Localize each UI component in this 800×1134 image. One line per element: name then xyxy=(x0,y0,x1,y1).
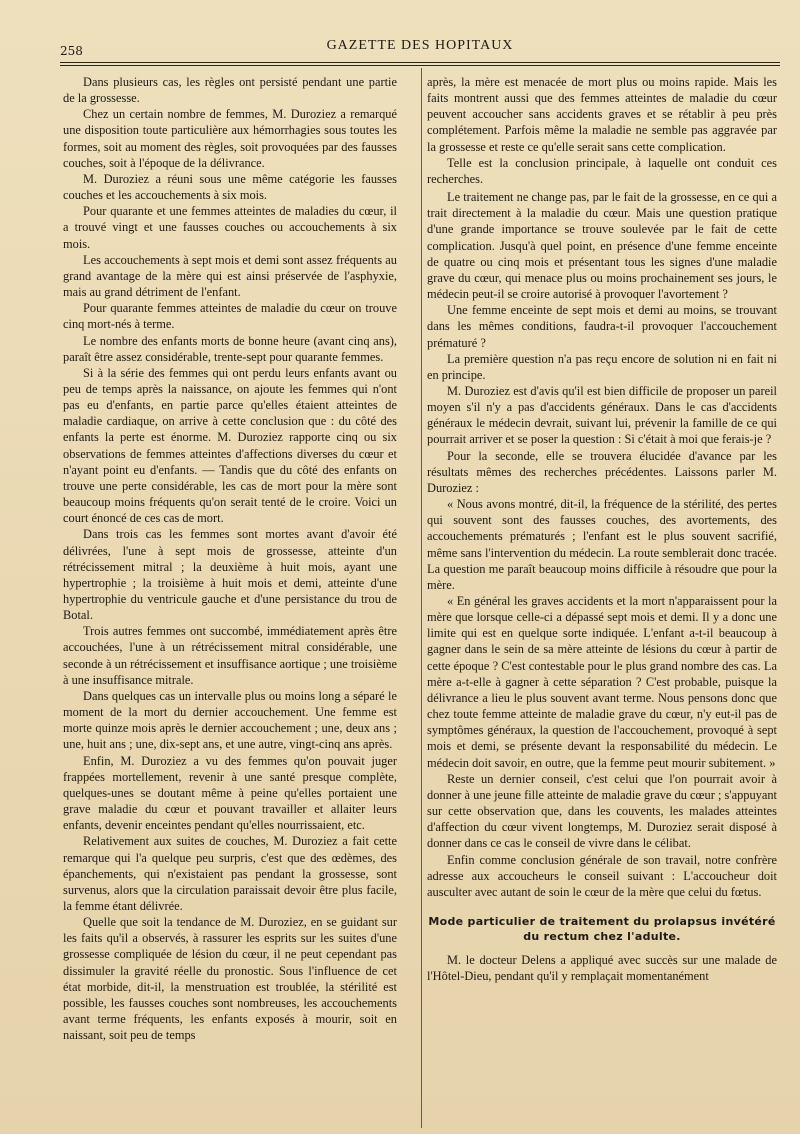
paragraph: Enfin, M. Duroziez a vu des femmes qu'on pouvait juger frappées mortellement, revenir à une santé presque complète, quelques-unes se doutant même à peine qu'elles portaient une grave maladie du cœur et pouvant travailler et allaiter leurs enfants, devenir enceintes pendant qu'elles nourrissaient, etc. xyxy=(63,753,397,833)
paragraph: Dans quelques cas un intervalle plus ou moins long a séparé le moment de la mort du dernier accouchement. Une femme est morte quinze mois après le dernier accouchement ; une, deux ans ; une, huit ans ; une, dix-sept ans, et une autre, vingt-cinq ans après. xyxy=(63,688,397,752)
paragraph: M. Duroziez a réuni sous une même catégorie les fausses couches et les accouchements à six mois. xyxy=(63,171,397,203)
paragraph: Relativement aux suites de couches, M. Duroziez a fait cette remarque qui l'a quelque peu surpris, c'est que des œdèmes, des épanchements, qui n'existaient pas pendant la grossesse, sont survenus, alors que la circulation paraissait devoir être plus facile, la femme étant délivrée. xyxy=(63,834,397,913)
section-heading-line-1: Mode particulier de traitement du prolapsus invétéré xyxy=(428,914,776,928)
paragraph: « Nous avons montré, dit-il, la fréquence de la stérilité, des pertes qui souvent sont des fausses couches, des avortements, des accouchements prématurés ; l'enfant est le plus souvent sacrifié, même sans l'intervention du médecin. La route semblerait donc tracée. La question me paraît beaucoup moins difficile à résoudre que pour la mère. xyxy=(427,497,777,592)
paragraph: M. Duroziez est d'avis qu'il est bien difficile de proposer un pareil moyen s'il n'y a pas d'accidents généraux. Dans le cas d'accidents généraux le médecin devrait, suivant lui, prévenir la famille de ce qui pourrait arriver et se poser la question : Si c'était à moi que ferais-je ? xyxy=(427,383,777,447)
paragraph: Dans trois cas les femmes sont mortes avant d'avoir été délivrées, l'une à sept mois de grossesse, atteinte d'un rétrécissement mitral ; la deuxième à huit mois, ayant une hypertrophie ; la troisième à huit mois et demi, atteinte d'une hypertrophie du ventricule gauche et d'une persistance du trou de Botal. xyxy=(63,527,397,623)
paragraph: Pour la seconde, elle se trouvera élucidée d'avance par les résultats mêmes des recherches précédentes. Laissons parler M. Duroziez : xyxy=(427,448,777,495)
running-title: GAZETTE DES HOPITAUX xyxy=(326,38,514,53)
header-rule-bottom xyxy=(60,65,780,66)
paragraph: Telle est la conclusion principale, à laquelle ont conduit ces recherches. xyxy=(427,155,777,186)
paragraph: Une femme enceinte de sept mois et demi au moins, se trouvant dans les mêmes conditions, faudra-t-il provoquer l'accouchement prématuré ? xyxy=(427,303,777,350)
paragraph: Le nombre des enfants morts de bonne heure (avant cinq ans), paraît être assez considérable, trente-sept pour quarante femmes. xyxy=(63,333,397,364)
paragraph: Dans plusieurs cas, les règles ont persisté pendant une partie de la grossesse. xyxy=(63,75,397,106)
section-first-paragraph: M. le docteur Delens a appliqué avec succès sur une malade de l'Hôtel-Dieu, pendant qu'il y remplaçait momentanément xyxy=(427,952,777,984)
paragraph: Le traitement ne change pas, par le fait de la grossesse, en ce qui a trait directement à la maladie du cœur. Mais une question pratique d'une grande importance se trouve soulevée par le fait de cette complication. Jusqu'à quel point, en présence d'une femme enceinte de quatre ou cinq mois et présentant tous les signes d'une maladie grave du cœur, qui menace plus ou moins prochainement ses jours, le médecin peut-il se croire autorisé à provoquer l'avortement ? xyxy=(427,190,777,302)
left-column xyxy=(63,74,397,1043)
paragraph: Si à la série des femmes qui ont perdu leurs enfants avant ou peu de temps après la naissance, on ajoute les femmes qui n'ont pas eu d'enfants, en partie parce qu'elles étaient atteintes de maladie cardiaque, on arrive à cette conclusion que : du côté des enfants la perte est énorme. M. Duroziez rapporte cinq ou six observations de femmes atteintes d'affections diverses du cœur et n'ayant point eu d'enfants. — Tandis que du côté des enfants on trouve une perte considérable, les cas de mort pour la mère sont beaucoup moins fréquents qu'on serait tenté de le croire. Voici un court énoncé de ces cas de mort. xyxy=(63,365,397,526)
paragraph: Les accouchements à sept mois et demi sont assez fréquents au grand avantage de la mère qui est ainsi préservée de l'asphyxie, mais au grand détriment de l'enfant. xyxy=(63,252,397,300)
paragraph: Trois autres femmes ont succombé, immédiatement après être accouchées, l'une à un rétrécissement mitral considérable, une seconde à un rétrécissement et insuffisance aortique ; une troisième à une insuffisance mitrale. xyxy=(63,624,397,687)
section-heading xyxy=(427,914,777,944)
page-header xyxy=(60,36,780,60)
paragraph: La première question n'a pas reçu encore de solution ni en fait ni en principe. xyxy=(427,351,777,382)
header-rule-top xyxy=(60,62,780,63)
paragraph: Enfin comme conclusion générale de son travail, notre confrère adresse aux accoucheurs le conseil suivant : L'accoucheur doit ausculter avec autant de soin le cœur de la mère que celui du fœtus. xyxy=(427,852,777,899)
page-number: 258 xyxy=(60,44,83,58)
paragraph: Quelle que soit la tendance de M. Duroziez, en se guidant sur les faits qu'il a observés, à rassurer les esprits sur les suites d'une grossesse compliquée de lésion du cœur, il ne peut cependant pas dissimuler la gravité réelle du pronostic. Sous l'influence de cet état morbide, dit-il, la menstruation est troublée, la stérilité est possible, les fausses couches sont nombreuses, les accouchements avant terme fréquents, les enfants exposés à mourir, soit en naissant, soit peu de temps xyxy=(63,915,397,1043)
paragraph: Chez un certain nombre de femmes, M. Duroziez a remarqué une disposition toute particulière aux hémorrhagies sous toutes les formes, soit au moment des règles, soit provoquées par des fausses couches, soit à l'époque de la délivrance. xyxy=(63,107,397,170)
paragraph: après, la mère est menacée de mort plus ou moins rapide. Mais les faits montrent aussi que des femmes atteintes de maladie du cœur peuvent accoucher sans accidents graves et se rétablir à peu près complétement. Parfois même la maladie ne semble pas aggravée par la grossesse et reste ce qu'elle serait sans cette complication. xyxy=(427,75,777,154)
paragraph: Pour quarante femmes atteintes de maladie du cœur on trouve cinq mort-nés à terme. xyxy=(63,301,397,332)
section-heading-line-2: du rectum chez l'adulte. xyxy=(523,929,681,943)
right-column xyxy=(427,74,777,984)
column-divider xyxy=(421,68,422,1128)
paragraph: « En général les graves accidents et la mort n'apparaissent pour la mère que lorsque celle-ci a dépassé sept mois et demi. Il y a donc une limite qui est en quelque sorte indiquée. L'enfant a-t-il beaucoup à gagner dans le sein de sa mère atteinte de lésions du cœur à partir de cette époque ? C'est contestable pour le plus grand nombre des cas. La mère a-t-elle à gagner à cette séparation ? C'est probable, puisque la délivrance a lieu le plus souvent avant terme. Nous pensons donc que chez toute femme atteinte de maladie grave du cœur, n'y eut-il pas de symptômes généraux, la question de l'accouchement, provoqué à sept mois et demi, se présente devant la responsabilité du médecin. Le médecin doit savoir, en outre, que la femme peut mourir subitement. » xyxy=(427,594,777,770)
paragraph: Reste un dernier conseil, c'est celui que l'on pourrait avoir à donner à une jeune fille atteinte de maladie grave du cœur ; s'appuyant sur cette observation que, dans les couvents, les malades atteintes d'affection du cœur vivent longtemps, M. Duroziez serait disposé à donner dans ce cas le conseil de vivre dans le célibat. xyxy=(427,771,777,851)
paragraph: Pour quarante et une femmes atteintes de maladies du cœur, il a trouvé vingt et une fausses couches ou accouchements à six mois. xyxy=(63,204,397,251)
